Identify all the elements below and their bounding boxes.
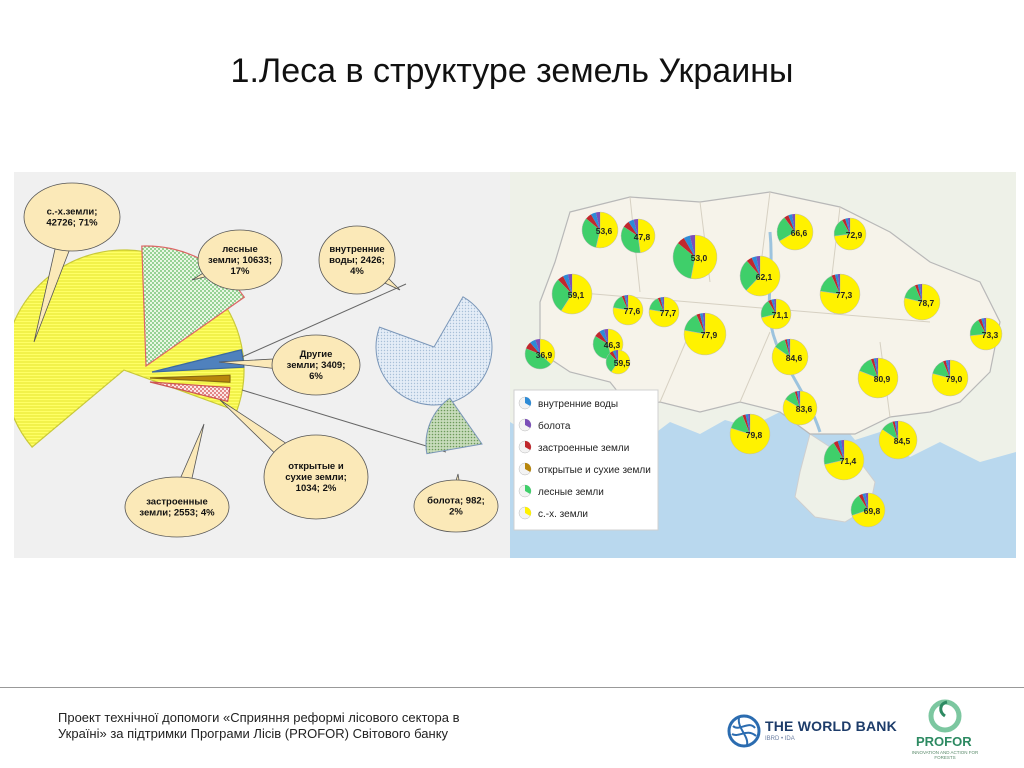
region-pie-17 [606, 350, 631, 374]
region-pie-2-value: 53,0 [690, 253, 708, 263]
region-pie-15-value: 46,3 [603, 340, 621, 350]
profor-leaf-icon [925, 698, 965, 734]
region-pie-11 [761, 299, 791, 329]
legend-item-1-label: болота [538, 421, 571, 432]
region-pie-7 [613, 295, 643, 325]
world-bank-logo [727, 712, 907, 752]
region-pie-8-value: 77,7 [659, 308, 677, 318]
sub-callout-1-text: болота; 982; 2% [427, 495, 485, 518]
map-legend [514, 390, 658, 530]
region-pie-23-value: 71,4 [839, 456, 857, 466]
region-pie-0-value: 53,6 [595, 226, 613, 236]
callout-2-text: застроенные земли; 2553; 4% [139, 496, 215, 519]
profor-logo [906, 698, 984, 764]
region-pie-19 [932, 360, 968, 396]
region-pie-20-value: 79,8 [745, 430, 763, 440]
ukraine-map [510, 172, 1016, 558]
region-pie-11-value: 71,1 [771, 310, 789, 320]
region-pie-21 [783, 391, 817, 425]
profor-name: PROFOR [916, 734, 972, 749]
sub-callout-0-text: внутренние воды; 2426; 4% [329, 244, 385, 277]
legend-item-5-label: с.-х. земли [538, 509, 588, 520]
callout-3 [220, 400, 368, 519]
region-pie-2 [673, 235, 717, 279]
region-pie-22-value: 84,5 [893, 436, 911, 446]
region-pie-3 [777, 214, 813, 250]
legend-item-1 [519, 419, 571, 432]
world-bank-subtitle: IBRD • IDA [765, 736, 795, 742]
sub-pie-slice-0 [376, 297, 492, 405]
region-pie-18 [858, 358, 898, 398]
region-pie-12-value: 77,9 [700, 330, 718, 340]
sub-pie-slice-1 [426, 398, 482, 454]
region-pie-4 [834, 218, 866, 250]
profor-subtitle: INNOVATION AND ACTION FOR FORESTS [911, 750, 979, 760]
region-pie-10-value: 78,7 [917, 298, 935, 308]
region-pie-10 [904, 284, 940, 320]
region-pie-13-value: 73,3 [981, 330, 999, 340]
land-structure-svg [14, 172, 510, 558]
region-pie-24-value: 69,8 [863, 506, 881, 516]
region-pie-9-value: 77,3 [835, 290, 853, 300]
region-pie-22 [879, 421, 917, 459]
footer-divider [0, 687, 1024, 688]
page-title: 1.Леса в структуре земель Украины [230, 52, 794, 90]
region-pie-19-value: 79,0 [945, 374, 963, 384]
footer-text: Проект технічної допомоги «Сприяння реформі лісового сектора в Україні» за підтримки Програми Лісів (PROFOR) Світового банку [58, 710, 460, 741]
ukraine-map-svg [510, 172, 1016, 558]
region-pie-14 [525, 339, 555, 369]
region-pie-1 [621, 219, 655, 253]
callout-4-text: Другие земли; 3409; 6% [286, 349, 346, 382]
world-bank-name: THE WORLD BANK [765, 718, 897, 734]
legend-item-3 [519, 463, 651, 476]
region-pie-18-value: 80,9 [873, 374, 891, 384]
region-pie-14-value: 36,9 [535, 350, 553, 360]
region-pie-12 [684, 313, 726, 355]
region-pie-16 [772, 339, 808, 375]
region-pie-23 [824, 440, 864, 480]
callout-1-text: лесные земли; 10633; 17% [207, 244, 273, 277]
sub-callout-1 [414, 474, 498, 532]
region-pie-17-value: 59,5 [613, 358, 631, 368]
region-pie-0 [582, 212, 618, 248]
region-pie-20 [730, 414, 770, 454]
region-pie-9 [820, 274, 860, 314]
region-pie-13 [970, 318, 1002, 350]
region-pie-1-value: 47,8 [633, 232, 651, 242]
region-pie-7-value: 77,6 [623, 306, 641, 316]
region-pie-6 [552, 274, 592, 314]
region-pie-4-value: 72,9 [845, 230, 863, 240]
region-pie-5 [740, 256, 780, 296]
legend-item-3-label: открытые и сухие земли [538, 465, 651, 476]
region-pie-3-value: 66,6 [790, 228, 808, 238]
callout-3-text: открытые и сухие земли; 1034; 2% [285, 461, 347, 494]
region-pie-21-value: 83,6 [795, 404, 813, 414]
callout-2 [125, 424, 229, 537]
region-pie-5-value: 62,1 [755, 272, 773, 282]
region-pie-8 [649, 297, 679, 327]
callout-0-text: с.-х.земли; 42726; 71% [46, 206, 98, 229]
legend-item-2-label: застроенные земли [538, 443, 630, 454]
region-pie-16-value: 84,6 [785, 353, 803, 363]
land-structure-chart [14, 172, 510, 558]
globe-icon [727, 714, 761, 748]
region-pie-6-value: 59,1 [567, 290, 585, 300]
region-pie-24 [851, 493, 885, 527]
legend-item-4-label: лесные земли [538, 487, 604, 498]
sub-callout-0 [319, 226, 400, 294]
legend-item-0-label: внутренние воды [538, 399, 619, 410]
